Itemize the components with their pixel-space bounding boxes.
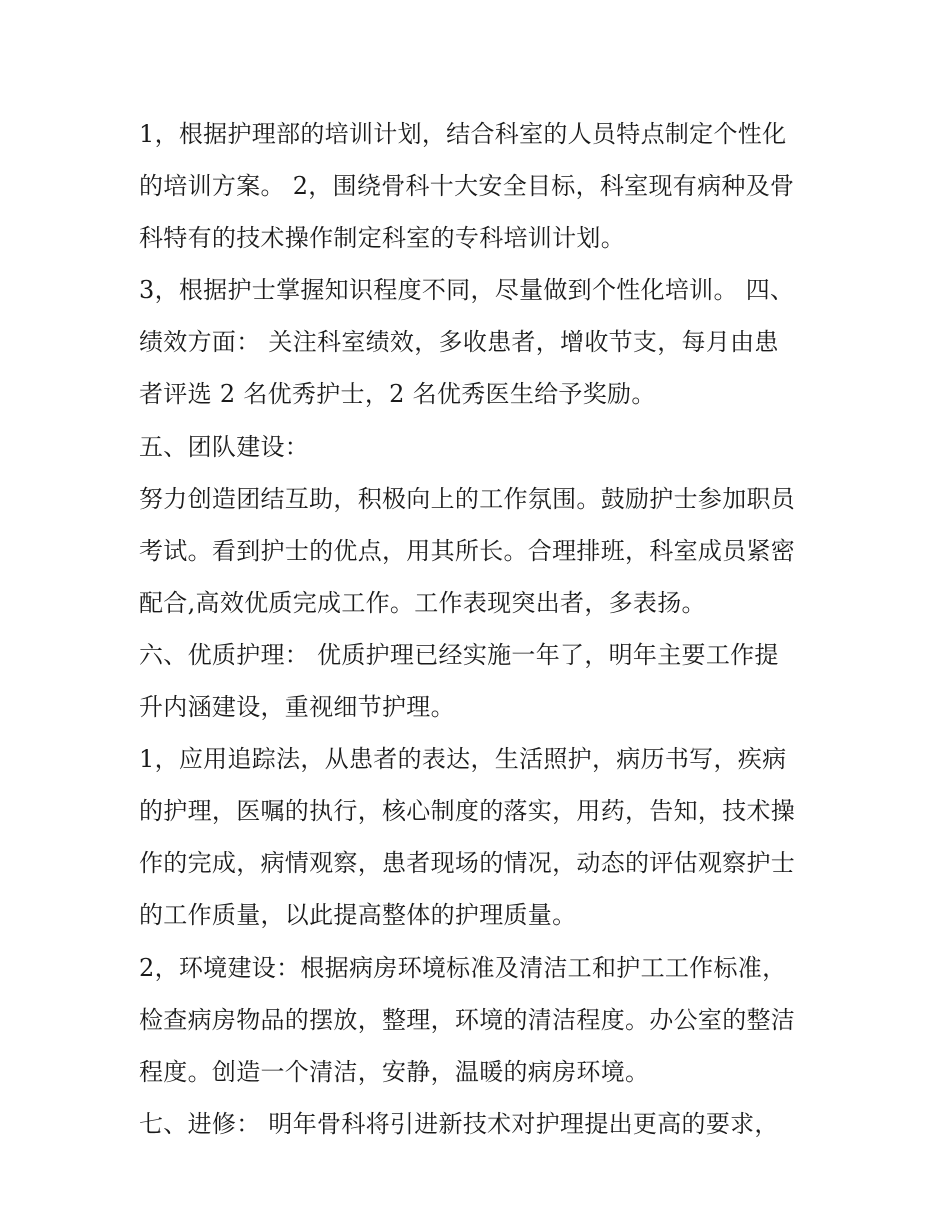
text-line: 的培训方案。 2，围绕骨科十大安全目标，科室现有病种及骨	[139, 172, 795, 201]
text-line: 绩效方面： 关注科室绩效，多收患者，增收节支，每月由患	[139, 328, 779, 357]
text-line: 考试。看到护士的优点，用其所长。合理排班，科室成员紧密	[139, 536, 796, 565]
text-line: 六、优质护理： 优质护理已经实施一年了，明年主要工作提	[139, 640, 779, 669]
text-line: 1，应用追踪法，从患者的表达，生活照护，病历书写，疾病	[139, 745, 787, 774]
text-line: 的护理，医嘱的执行，核心制度的落实，用药，告知，技术操	[139, 797, 796, 826]
text-line: 七、进修： 明年骨科将引进新技术对护理提出更高的要求，	[139, 1109, 779, 1138]
text-line: 检查病房物品的摆放，整理，环境的清洁程度。办公室的整洁	[139, 1005, 796, 1034]
text-line: 努力创造团结互助，积极向上的工作氛围。鼓励护士参加职员	[139, 484, 796, 513]
text-line: 配合,高效优质完成工作。工作表现突出者，多表扬。	[139, 588, 706, 617]
text-line: 程度。创造一个清洁，安静，温暖的病房环境。	[139, 1057, 650, 1086]
text-line: 者评选 2 名优秀护士，2 名优秀医生给予奖励。	[139, 380, 656, 409]
text-line: 科特有的技术操作制定科室的专科培训计划。	[139, 224, 625, 253]
text-line: 升内涵建设，重视细节护理。	[139, 693, 455, 722]
document-body	[139, 108, 829, 1150]
text-line: 1，根据护理部的培训计划，结合科室的人员特点制定个性化	[139, 120, 787, 148]
text-line: 2，环境建设：根据病房环境标准及清洁工和护工工作标准，	[139, 953, 787, 982]
section-heading: 五、团队建设：	[139, 432, 310, 461]
text-line: 作的完成，病情观察，患者现场的情况，动态的评估观察护士	[139, 849, 796, 878]
text-line: 3，根据护士掌握知识程度不同，尽量做到个性化培训。 四、	[139, 276, 795, 305]
text-line: 的工作质量，以此提高整体的护理质量。	[139, 901, 577, 930]
